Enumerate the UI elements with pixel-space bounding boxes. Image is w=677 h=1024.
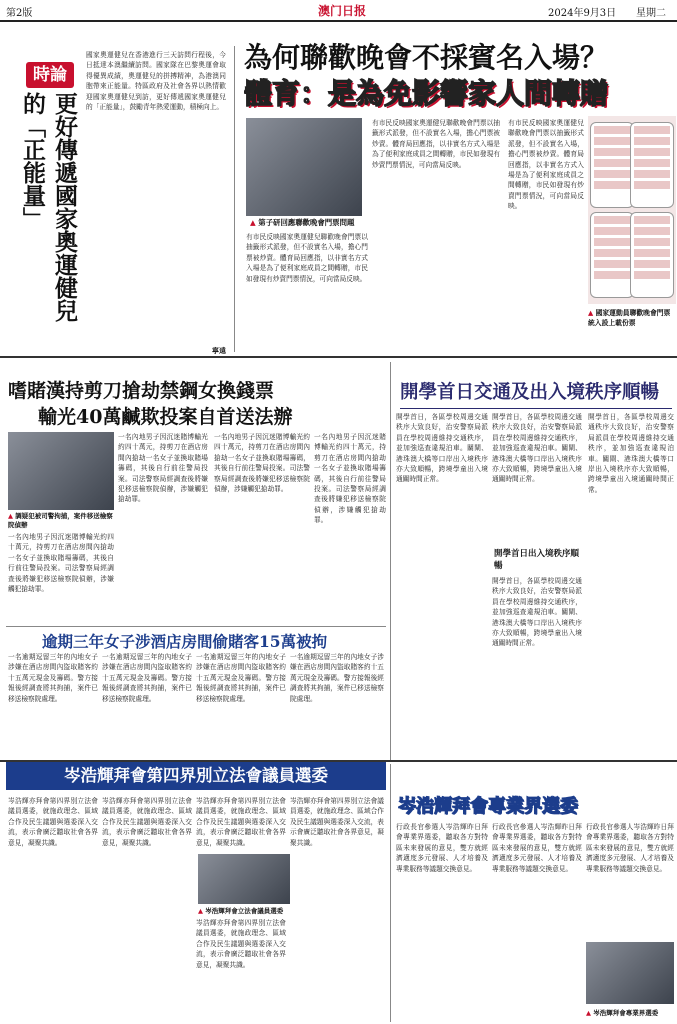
theft-body: 一名逾期逗留三年的內地女子涉嫌在酒店房間內盜取賭客約十五萬元現金及籌碼。警方接報後經調查將其拘捕，案件已移送檢察院處理。 [8,653,98,703]
official-photo [246,118,362,216]
professional-body: 行政長官參選人岑浩輝昨日拜會專業界選委，聽取各方對特區未來發展的意見，雙方就經濟適度多元發展、人才培養及專業服務等議題交換意見。 [396,823,488,873]
divider [0,356,677,358]
theft-body: 一名逾期逗留三年的內地女子涉嫌在酒店房間內盜取賭客約十五萬元現金及籌碼。警方接報後經調查將其拘捕，案件已移送檢察院處理。 [290,653,384,703]
robbery-body: 一名內地男子因沉迷賭博輸光約四十萬元，持剪刀在酒店房間內搶劫一名女子並換取賭場籌碼，其後自行前往警局投案。司法警察局經調查後將嫌犯移送檢察院偵辦，涉嫌觸犯搶劫罪。 [214,433,310,494]
professional-body: 行政長官參選人岑浩輝昨日拜會專業界選委，聽取各方對特區未來發展的意見，雙方就經濟適度多元發展、人才培養及專業服務等議題交換意見。 [492,823,582,873]
column-tag: 時論 [26,62,74,88]
legislative-headline: 岑浩輝拜會第四界別立法會議員選委 [6,762,386,790]
newspaper-logo: 澳门日报 [318,4,367,18]
professional-photo [586,942,674,1004]
photo-caption: ▲ 第子研回應聯歡晚會門票問題 [250,218,374,228]
lead-body-a: 有市民反映國家奧運健兒聯歡晚會門票以抽籤形式派發，但不設實名入場，擔心門票被炒賣。體育局回應指，以非實名方式入場是為了便利家庭成員之間轉贈，市民如發現有炒賣門票情況，可向當局反映。 [246,233,368,283]
traffic-body: 開學首日，各區學校周邊交通秩序大致良好，治安警察局派員在學校周邊維持交通秩序，並加強巡查違規泊車。關閘、港珠澳大橋等口岸出入境秩序亦大致順暢，跨境學童出入境通關時間正常。 [492,577,582,648]
lead-subheadline: 體育：是為免影響家人間轉贈 [244,77,609,110]
divider [390,362,391,762]
side-caption: ▲ 國家運動員聯歡晚會門票統入設上載份票 [588,308,676,328]
traffic-subheadline: 開學首日出入境秩序順暢 [494,549,580,571]
meeting-caption: ▲ 岑浩輝拜會立法會議員選委 [198,906,298,916]
traffic-body: 開學首日，各區學校周邊交通秩序大致良好，治安警察局派員在學校周邊維持交通秩序，並加強巡查違規泊車。關閘、港珠澳大橋等口岸出入境秩序亦大致順暢，跨境學童出入境通關時間正常。 [492,413,582,484]
page-header [0,0,677,22]
legislative-body: 岑浩輝亦拜會第四界別立法會議員選委，就施政理念、區域合作及民生議題與選委深入交流，表示會廣泛聽取社會各界意見，凝聚共識。 [102,797,192,847]
legislative-body: 岑浩輝亦拜會第四界別立法會議員選委，就施政理念、區域合作及民生議題與選委深入交流，表示會廣泛聽取社會各界意見，凝聚共識。 [196,919,286,969]
theft-headline: 逾期三年女子涉酒店房間偷賭客15萬被拘 [42,632,328,651]
phone-screen [630,212,674,298]
divider [234,46,235,352]
professional-headline: 岑浩輝拜會專業界選委 [398,796,578,817]
robbery-headline: 嗜賭漢持剪刀搶劫禁鋼女換錢票 [8,380,275,402]
legislative-body: 岑浩輝亦拜會第四界別立法會議員選委，就施政理念、區域合作及民生議題與選委深入交流，表示會廣泛聽取社會各界意見，凝聚共識。 [290,797,384,847]
traffic-headline: 開學首日交通及出入境秩序順暢 [400,378,672,409]
theft-body: 一名逾期逗留三年的內地女子涉嫌在酒店房間內盜取賭客約十五萬元現金及籌碼。警方接報後經調查將其拘捕，案件已移送檢察院處理。 [196,653,286,703]
lead-body-c: 有市民反映國家奧運健兒聯歡晚會門票以抽籤形式派發，但不設實名入場，擔心門票被炒賣。體育局回應指，以非實名方式入場是為了便利家庭成員之間轉贈，市民如發現有炒賣門票情況，可向當局反映。 [508,119,584,211]
professional-caption: ▲ 岑浩輝拜會專業界選委 [586,1008,676,1018]
divider [390,764,391,1022]
divider [6,626,386,627]
robbery-body: 一名內地男子因沉迷賭博輸光約四十萬元，持剪刀在酒店房間內搶劫一名女子並換取賭場籌碼，其後自行前往警局投案。司法警察局經調查後將嫌犯移送檢察院偵辦，涉嫌觸犯搶劫罪。 [118,433,208,504]
phone-screen [590,122,634,208]
traffic-body: 開學首日，各區學校周邊交通秩序大致良好，治安警察局派員在學校周邊維持交通秩序，並加強巡查違規泊車。關閘、港珠澳大橋等口岸出入境秩序亦大致順暢，跨境學童出入境通關時間正常。 [588,413,674,494]
professional-body: 行政長官參選人岑浩輝昨日拜會專業界選委，聽取各方對特區未來發展的意見，雙方就經濟適度多元發展、人才培養及專業服務等議題交換意見。 [586,823,674,873]
column-author: 寧遠 [212,346,226,355]
weekday: 星期二 [636,8,666,19]
arrest-caption: ▲ 調疑犯被司警拘捕，案件移送檢察院偵辦 [8,512,114,529]
legislative-body: 岑浩輝亦拜會第四界別立法會議員選委，就施政理念、區域合作及民生議題與選委深入交流，表示會廣泛聽取社會各界意見，凝聚共識。 [8,797,98,847]
legislative-body: 岑浩輝亦拜會第四界別立法會議員選委，就施政理念、區域合作及民生議題與選委深入交流，表示會廣泛聽取社會各界意見，凝聚共識。 [196,797,286,847]
column-title: 更好傳遞國家奧運健兒的「正能量」 [19,92,78,322]
traffic-body: 開學首日，各區學校周邊交通秩序大致良好，治安警察局派員在學校周邊維持交通秩序，並加強巡查違規泊車。關閘、港珠澳大橋等口岸出入境秩序亦大致順暢，跨境學童出入境通關時間正常。 [396,413,488,484]
page-number: 第2版 [6,8,33,19]
meeting-photo [198,854,290,904]
lead-headline: 為何聯歡晚會不採賓名入場？ [244,41,609,74]
robbery-subheadline: 輸光40萬鹹欺投案自首送法辦 [38,406,293,428]
app-screenshots [588,116,676,304]
theft-body: 一名逾期逗留三年的內地女子涉嫌在酒店房間內盜取賭客約十五萬元現金及籌碼。警方接報後經調查將其拘捕，案件已移送檢察院處理。 [102,653,192,703]
arrest-photo [8,432,114,510]
robbery-body: 一名內地男子因沉迷賭博輸光約四十萬元，持剪刀在酒店房間內搶劫一名女子並換取賭場籌碼，其後自行前往警局投案。司法警察局經調查後將嫌犯移送檢察院偵辦，涉嫌觸犯搶劫罪。 [8,533,114,594]
lead-body-b: 有市民反映國家奧運健兒聯歡晚會門票以抽籤形式派發，但不設實名入場，擔心門票被炒賣。體育局回應指，以非實名方式入場是為了便利家庭成員之間轉贈，市民如發現有炒賣門票情況，可向當局反映。 [372,119,500,169]
issue-date: 2024年9月3日 [548,8,617,19]
robbery-body: 一名內地男子因沉迷賭博輸光約四十萬元，持剪刀在酒店房間內搶劫一名女子並換取賭場籌碼，其後自行前往警局投案。司法警察局經調查後將嫌犯移送檢察院偵辦，涉嫌觸犯搶劫罪。 [314,433,386,525]
column-body: 國家奧運健兒在香港進行三天訪問行程後，今日抵達本澳繼續訪問。國家隊在巴黎奧運會取得優異成績，奧運健兒的拼搏精神，為港澳同胞帶來正能量。特區政府及社會各界以熱情歡迎國家奧運健兒到訪，更好傳遞國家奧運健兒的「正能量」，鼓勵青年熱愛運動，積極向上。 [86,51,226,112]
phone-screen [630,122,674,208]
phone-screen [590,212,634,298]
